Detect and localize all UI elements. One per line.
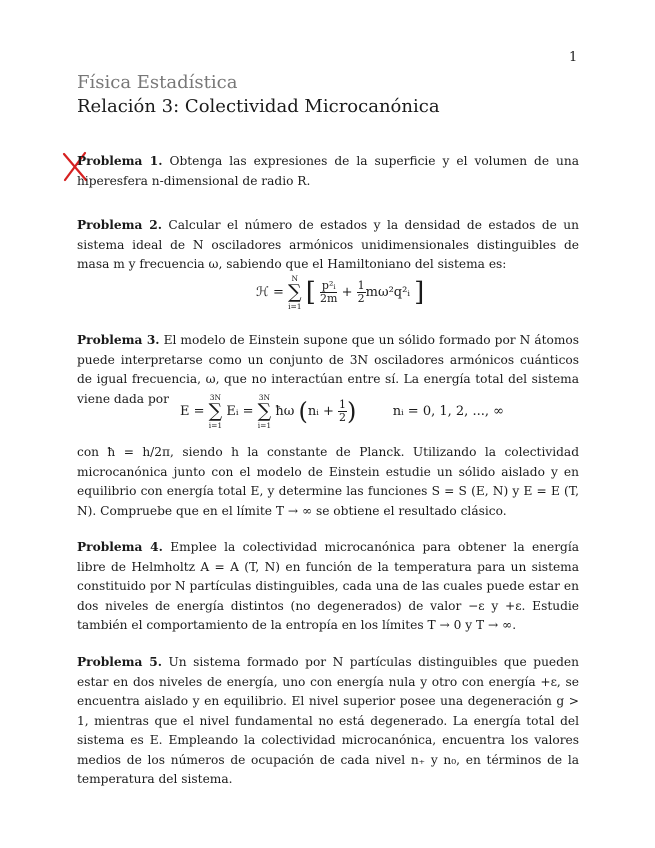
problem-text: Obtenga las expresiones de la superficie y el volumen de una hiperesfera n-dimensional de radio R. bbox=[77, 154, 579, 188]
fraction: $\frac{\text{p²ᵢ}}{2m}$ bbox=[320, 279, 338, 305]
problem-label: Problema 4. bbox=[77, 540, 163, 554]
einstein-equation: E = 3N ∑ i=1 Eᵢ = 3N ∑ i=1 ħω (nᵢ + $\frac{1}{2}$ ) nᵢ = 0, 1, 2, ..., ∞ bbox=[180, 393, 504, 430]
problem-label: Problema 3. bbox=[77, 333, 160, 347]
hamiltonian-equation: ℋ = N ∑ i=1 [ $\frac{\text{p²ᵢ}}{2m}$ + $\frac{1}{2}$ mω²q²ᵢ ] bbox=[256, 274, 425, 311]
problem-2 bbox=[77, 216, 579, 275]
problem-text: Emplee la colectividad microcanónica para obtener la energía libre de Helmholtz A = A (T, N) en función de la temperatura para un sistema constituido por N partículas distinguibles, cada una de las cuales puede estar en dos niveles de energía distintos (no degenerados) de valor −ε y +ε. Estudie también el comportamiento de la entropía en los límites T → 0 y T → ∞. bbox=[77, 540, 580, 632]
problem-1 bbox=[77, 152, 579, 191]
problem-text: con ħ = h/2π, siendo h la constante de Planck. Utilizando la colectividad microcanónica junto con el modelo de Einstein estudie un sólido aislado y en equilibrio con energía total E, y determine las funciones S = S (E, N) y E = E (T, N). Compruebe que en el límite T → ∞ se obtiene el resultado clásico. bbox=[77, 445, 579, 518]
page-number: 1 bbox=[569, 50, 578, 65]
problem-5 bbox=[77, 653, 579, 790]
problem-label: Problema 2. bbox=[77, 218, 162, 232]
problem-label: Problema 1. bbox=[77, 154, 163, 168]
fraction: $\frac{1}{2}$ bbox=[357, 279, 365, 305]
problem-text: Un sistema formado por N partículas distinguibles que pueden estar en dos niveles de energía, uno con energía nula y otro con energía +ε, se encuentra aislado y en equilibrio. El nivel superior posee una degeneración g > 1, mientras que el nivel fundamental no está degenerado. La energía total del sistema es E. Empleando la colectividad microcanónica, encuentra los valores medios de los números de ocupación de cada nivel n₊ y n₀, en términos de la temperatura del sistema. bbox=[77, 655, 579, 786]
problem-3-continuation bbox=[77, 443, 579, 521]
problem-text: El modelo de Einstein supone que un sólido formado por N átomos puede interpretarse como un conjunto de 3N osciladores armónicos cuánticos de igual frecuencia, ω, que no interactúan entre sí. La energía total del sistema viene dada por bbox=[77, 333, 579, 406]
sum-symbol: N ∑ i=1 bbox=[288, 274, 302, 311]
problem-4 bbox=[77, 538, 579, 636]
equation-lhs: ℋ = bbox=[256, 285, 284, 300]
fraction: $\frac{1}{2}$ bbox=[339, 398, 347, 424]
course-title: Física Estadística bbox=[77, 72, 238, 93]
problem-text: Calcular el número de estados y la densidad de estados de un sistema ideal de N osciladores armónicos unidimensionales distinguibles de masa m y frecuencia ω, sabiendo que el Hamiltoniano del sistema es: bbox=[77, 218, 580, 271]
sum-symbol: 3N ∑ i=1 bbox=[208, 393, 223, 430]
sum-symbol: 3N ∑ i=1 bbox=[257, 393, 272, 430]
sheet-title: Relación 3: Colectividad Microcanónica bbox=[77, 96, 440, 117]
problem-label: Problema 5. bbox=[77, 655, 163, 669]
